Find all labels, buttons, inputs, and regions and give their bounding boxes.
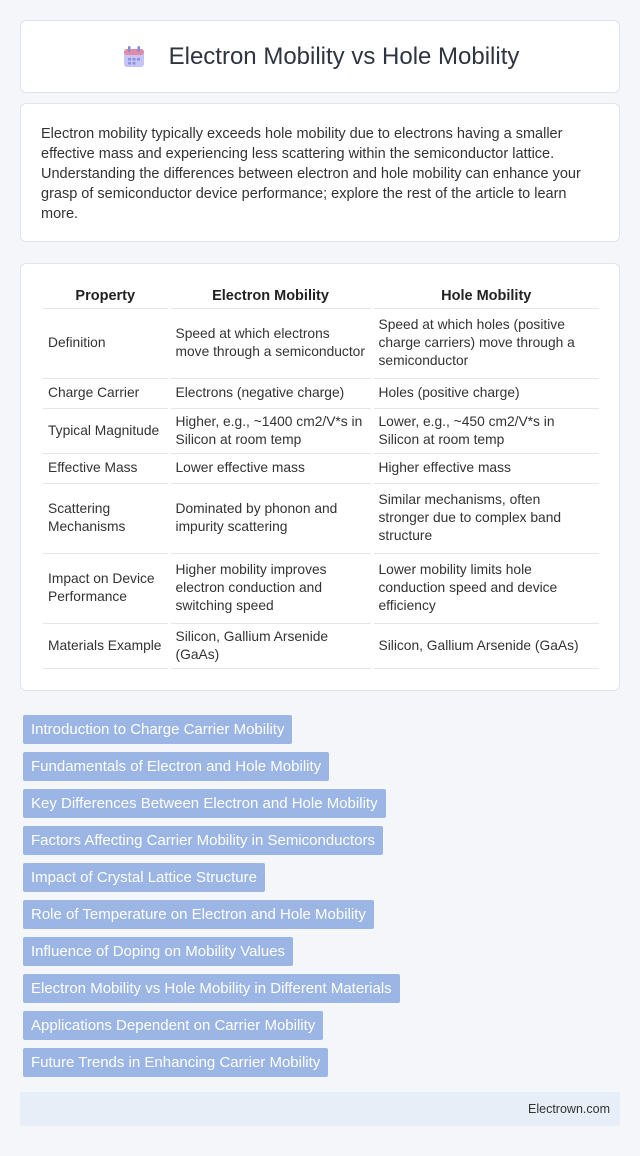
table-cell: Typical Magnitude bbox=[43, 408, 169, 453]
table-row bbox=[43, 308, 599, 378]
related-link[interactable]: Influence of Doping on Mobility Values bbox=[23, 937, 293, 966]
table-cell: Charge Carrier bbox=[43, 378, 169, 408]
calendar-icon bbox=[121, 44, 147, 70]
comparison-table bbox=[43, 284, 599, 669]
table-cell: Speed at which electrons move through a semiconductor bbox=[169, 308, 372, 378]
table-cell: Lower mobility limits hole conduction speed and device efficiency bbox=[372, 553, 599, 623]
related-link[interactable]: Key Differences Between Electron and Hole Mobility bbox=[23, 789, 386, 818]
table-cell: Definition bbox=[43, 308, 169, 378]
intro-card bbox=[20, 103, 620, 242]
related-link[interactable]: Future Trends in Enhancing Carrier Mobility bbox=[23, 1048, 328, 1077]
table-cell: Higher mobility improves electron conduction and switching speed bbox=[169, 553, 372, 623]
table-row bbox=[43, 408, 599, 453]
table-cell: Effective Mass bbox=[43, 453, 169, 483]
table-cell: Speed at which holes (positive charge carriers) move through a semiconductor bbox=[372, 308, 599, 378]
table-cell: Silicon, Gallium Arsenide (GaAs) bbox=[372, 623, 599, 668]
table-cell: Scattering Mechanisms bbox=[43, 483, 169, 553]
table-row bbox=[43, 483, 599, 553]
column-header: Hole Mobility bbox=[372, 284, 599, 308]
related-link[interactable]: Applications Dependent on Carrier Mobility bbox=[23, 1011, 323, 1040]
table-cell: Higher, e.g., ~1400 cm2/V*s in Silicon at room temp bbox=[169, 408, 372, 453]
table-cell: Materials Example bbox=[43, 623, 169, 668]
footer-site-name[interactable]: Electrown.com bbox=[528, 1102, 610, 1116]
column-header: Property bbox=[43, 284, 169, 308]
column-header: Electron Mobility bbox=[169, 284, 372, 308]
table-row bbox=[43, 623, 599, 668]
table-row bbox=[43, 453, 599, 483]
related-link[interactable]: Impact of Crystal Lattice Structure bbox=[23, 863, 265, 892]
table-row bbox=[43, 378, 599, 408]
table-cell: Lower, e.g., ~450 cm2/V*s in Silicon at room temp bbox=[372, 408, 599, 453]
page-title: Electron Mobility vs Hole Mobility bbox=[168, 42, 520, 70]
table-cell: Similar mechanisms, often stronger due to complex band structure bbox=[372, 483, 599, 553]
related-link[interactable]: Introduction to Charge Carrier Mobility bbox=[23, 715, 292, 744]
table-cell: Dominated by phonon and impurity scattering bbox=[169, 483, 372, 553]
table-cell: Impact on Device Performance bbox=[43, 553, 169, 623]
header-card bbox=[20, 20, 620, 93]
comparison-table-card bbox=[20, 263, 620, 691]
intro-text: Electron mobility typically exceeds hole mobility due to electrons having a smaller effective mass and experiencing less scattering within the semiconductor lattice. Understanding the differences between electron and hole mobility can enhance your grasp of semiconductor device performance; explore the rest of the article to learn more. bbox=[41, 126, 581, 222]
table-cell: Lower effective mass bbox=[169, 453, 372, 483]
table-row bbox=[43, 553, 599, 623]
table-cell: Electrons (negative charge) bbox=[169, 378, 372, 408]
related-link[interactable]: Factors Affecting Carrier Mobility in Semiconductors bbox=[23, 826, 383, 855]
related-link[interactable]: Electron Mobility vs Hole Mobility in Different Materials bbox=[23, 974, 400, 1003]
table-header-row bbox=[43, 284, 599, 308]
table-cell: Holes (positive charge) bbox=[372, 378, 599, 408]
related-link[interactable]: Role of Temperature on Electron and Hole Mobility bbox=[23, 900, 374, 929]
table-cell: Silicon, Gallium Arsenide (GaAs) bbox=[169, 623, 372, 668]
footer bbox=[20, 1092, 620, 1126]
table-cell: Higher effective mass bbox=[372, 453, 599, 483]
related-link[interactable]: Fundamentals of Electron and Hole Mobility bbox=[23, 752, 329, 781]
